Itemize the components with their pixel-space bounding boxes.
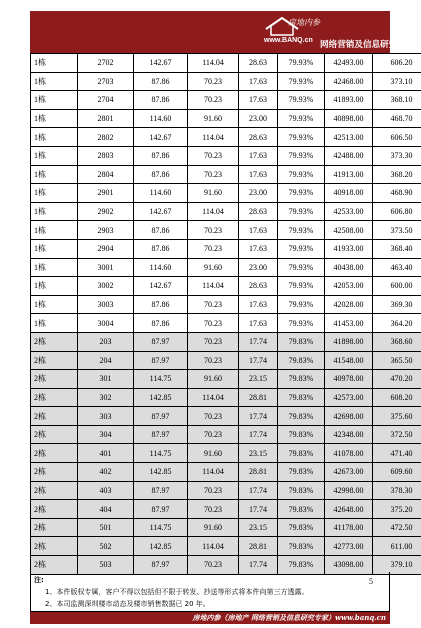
cell-unit: 204	[78, 351, 134, 370]
cell-building: 2栋	[31, 556, 78, 575]
cell-unit: 2702	[78, 54, 134, 73]
cell-shared-area: 17.74	[239, 351, 278, 370]
cell-unit-price: 42488.00	[325, 146, 373, 165]
cell-unit-price: 40898.00	[325, 109, 373, 128]
cell-efficiency: 79.83%	[278, 463, 325, 482]
cell-net-area: 114.04	[188, 202, 239, 221]
cell-total-price: 368.40	[373, 239, 421, 258]
logo-url: www.BANQ.cn	[264, 37, 313, 44]
cell-total-price: 375.20	[373, 500, 421, 519]
cell-net-area: 70.23	[188, 481, 239, 500]
table-row	[31, 239, 421, 258]
cell-efficiency: 79.83%	[278, 351, 325, 370]
table-row	[31, 54, 421, 73]
cell-gross-area: 87.97	[134, 481, 188, 500]
cell-net-area: 70.23	[188, 425, 239, 444]
table-row	[31, 463, 421, 482]
table-body	[31, 54, 421, 575]
table-row	[31, 388, 421, 407]
cell-building: 2栋	[31, 518, 78, 537]
footer-bar	[30, 612, 390, 624]
cell-total-price: 369.30	[373, 295, 421, 314]
note-monitoring: 2、本司监测深圳楼市动态及楼市销售数据已 20 年。	[45, 600, 210, 608]
cell-unit: 302	[78, 388, 134, 407]
cell-efficiency: 79.93%	[278, 165, 325, 184]
cell-efficiency: 79.93%	[278, 239, 325, 258]
table-row	[31, 146, 421, 165]
cell-shared-area: 23.00	[239, 184, 278, 203]
cell-total-price: 373.30	[373, 146, 421, 165]
sales-table	[30, 53, 421, 575]
cell-unit: 304	[78, 425, 134, 444]
cell-building: 1栋	[31, 202, 78, 221]
cell-total-price: 608.20	[373, 388, 421, 407]
cell-building: 2栋	[31, 351, 78, 370]
table-row	[31, 165, 421, 184]
cell-unit: 3004	[78, 314, 134, 333]
cell-shared-area: 17.63	[239, 165, 278, 184]
cell-shared-area: 17.63	[239, 314, 278, 333]
cell-unit: 403	[78, 481, 134, 500]
cell-shared-area: 28.63	[239, 54, 278, 73]
cell-unit: 401	[78, 444, 134, 463]
cell-shared-area: 23.00	[239, 109, 278, 128]
cell-net-area: 114.04	[188, 463, 239, 482]
cell-unit: 3003	[78, 295, 134, 314]
cell-net-area: 70.23	[188, 239, 239, 258]
cell-gross-area: 142.67	[134, 202, 188, 221]
cell-unit: 502	[78, 537, 134, 556]
cell-gross-area: 114.60	[134, 258, 188, 277]
cell-gross-area: 142.85	[134, 537, 188, 556]
table-row	[31, 370, 421, 389]
cell-total-price: 472.50	[373, 518, 421, 537]
cell-efficiency: 79.93%	[278, 128, 325, 147]
cell-unit: 404	[78, 500, 134, 519]
cell-total-price: 372.50	[373, 425, 421, 444]
table-row	[31, 481, 421, 500]
cell-building: 1栋	[31, 295, 78, 314]
cell-shared-area: 23.00	[239, 258, 278, 277]
table-row	[31, 128, 421, 147]
cell-efficiency: 79.93%	[278, 314, 325, 333]
cell-shared-area: 17.63	[239, 239, 278, 258]
cell-building: 2栋	[31, 388, 78, 407]
cell-efficiency: 79.93%	[278, 72, 325, 91]
cell-efficiency: 79.83%	[278, 556, 325, 575]
cell-building: 2栋	[31, 481, 78, 500]
cell-unit-price: 42348.00	[325, 425, 373, 444]
cell-shared-area: 17.74	[239, 481, 278, 500]
cell-gross-area: 87.86	[134, 314, 188, 333]
cell-gross-area: 114.75	[134, 518, 188, 537]
cell-efficiency: 79.93%	[278, 221, 325, 240]
cell-building: 2栋	[31, 444, 78, 463]
cell-gross-area: 142.67	[134, 277, 188, 296]
cell-shared-area: 17.63	[239, 146, 278, 165]
cell-total-price: 606.80	[373, 202, 421, 221]
footer-text: 房地内参（房地产 网络营销及信息研究专家）www.banq.cn	[192, 613, 386, 622]
cell-shared-area: 17.63	[239, 221, 278, 240]
cell-shared-area: 17.74	[239, 425, 278, 444]
cell-net-area: 91.60	[188, 109, 239, 128]
cell-net-area: 70.23	[188, 314, 239, 333]
cell-unit-price: 42573.00	[325, 388, 373, 407]
cell-building: 2栋	[31, 537, 78, 556]
cell-total-price: 368.20	[373, 165, 421, 184]
logo-text: 房地内参	[288, 18, 320, 27]
cell-unit-price: 40978.00	[325, 370, 373, 389]
cell-total-price: 470.20	[373, 370, 421, 389]
cell-net-area: 70.23	[188, 500, 239, 519]
cell-building: 1栋	[31, 54, 78, 73]
cell-gross-area: 87.86	[134, 295, 188, 314]
cell-building: 1栋	[31, 258, 78, 277]
notes-label: 注:	[34, 576, 44, 584]
cell-gross-area: 87.86	[134, 146, 188, 165]
cell-unit-price: 42698.00	[325, 407, 373, 426]
cell-building: 1栋	[31, 221, 78, 240]
cell-unit: 2704	[78, 91, 134, 110]
table-row	[31, 184, 421, 203]
cell-unit-price: 41453.00	[325, 314, 373, 333]
cell-gross-area: 87.97	[134, 556, 188, 575]
cell-gross-area: 87.97	[134, 425, 188, 444]
cell-gross-area: 114.60	[134, 109, 188, 128]
cell-net-area: 70.23	[188, 72, 239, 91]
cell-building: 1栋	[31, 165, 78, 184]
cell-shared-area: 28.81	[239, 388, 278, 407]
cell-net-area: 70.23	[188, 165, 239, 184]
cell-total-price: 468.70	[373, 109, 421, 128]
note-copyright: 1、本件版权专属，客户不得以包括但不限于转发、抄送等形式将本件向第三方透露。	[45, 588, 309, 596]
cell-unit-price: 42998.00	[325, 481, 373, 500]
cell-net-area: 70.23	[188, 146, 239, 165]
cell-gross-area: 114.60	[134, 184, 188, 203]
cell-unit: 2802	[78, 128, 134, 147]
cell-unit: 2902	[78, 202, 134, 221]
cell-unit-price: 42773.00	[325, 537, 373, 556]
cell-total-price: 373.50	[373, 221, 421, 240]
cell-shared-area: 23.15	[239, 518, 278, 537]
table-row	[31, 277, 421, 296]
cell-unit: 2904	[78, 239, 134, 258]
cell-unit: 203	[78, 332, 134, 351]
cell-net-area: 70.23	[188, 351, 239, 370]
cell-net-area: 114.04	[188, 537, 239, 556]
cell-net-area: 70.23	[188, 91, 239, 110]
table-row	[31, 332, 421, 351]
cell-net-area: 91.60	[188, 370, 239, 389]
cell-unit-price: 43098.00	[325, 556, 373, 575]
cell-building: 1栋	[31, 239, 78, 258]
cell-gross-area: 87.97	[134, 351, 188, 370]
cell-net-area: 114.04	[188, 54, 239, 73]
cell-efficiency: 79.83%	[278, 370, 325, 389]
cell-unit-price: 42053.00	[325, 277, 373, 296]
cell-net-area: 91.60	[188, 518, 239, 537]
cell-building: 1栋	[31, 314, 78, 333]
cell-unit: 503	[78, 556, 134, 575]
table-row	[31, 258, 421, 277]
cell-unit: 501	[78, 518, 134, 537]
cell-unit: 402	[78, 463, 134, 482]
cell-gross-area: 114.75	[134, 444, 188, 463]
table-row	[31, 500, 421, 519]
cell-net-area: 91.60	[188, 444, 239, 463]
cell-gross-area: 87.86	[134, 91, 188, 110]
cell-building: 1栋	[31, 91, 78, 110]
cell-efficiency: 79.93%	[278, 277, 325, 296]
cell-net-area: 91.60	[188, 258, 239, 277]
cell-unit-price: 42493.00	[325, 54, 373, 73]
cell-efficiency: 79.83%	[278, 332, 325, 351]
cell-unit: 3002	[78, 277, 134, 296]
cell-gross-area: 87.97	[134, 332, 188, 351]
cell-total-price: 463.40	[373, 258, 421, 277]
cell-total-price: 609.60	[373, 463, 421, 482]
cell-building: 1栋	[31, 146, 78, 165]
cell-building: 2栋	[31, 500, 78, 519]
cell-efficiency: 79.83%	[278, 500, 325, 519]
header-title: 网络营销及信息研究专家	[320, 40, 415, 50]
header-banner	[30, 11, 415, 53]
cell-unit-price: 41933.00	[325, 239, 373, 258]
cell-gross-area: 142.67	[134, 54, 188, 73]
cell-unit: 2804	[78, 165, 134, 184]
cell-shared-area: 17.63	[239, 295, 278, 314]
cell-building: 2栋	[31, 463, 78, 482]
cell-unit-price: 40438.00	[325, 258, 373, 277]
cell-unit-price: 41898.00	[325, 332, 373, 351]
table-row	[31, 351, 421, 370]
cell-shared-area: 17.74	[239, 407, 278, 426]
cell-unit-price: 41893.00	[325, 91, 373, 110]
cell-net-area: 114.04	[188, 128, 239, 147]
table-row	[31, 444, 421, 463]
cell-gross-area: 114.75	[134, 370, 188, 389]
cell-gross-area: 87.86	[134, 221, 188, 240]
cell-building: 1栋	[31, 72, 78, 91]
table-row	[31, 109, 421, 128]
cell-shared-area: 17.74	[239, 332, 278, 351]
cell-building: 1栋	[31, 128, 78, 147]
cell-gross-area: 142.85	[134, 388, 188, 407]
cell-total-price: 375.60	[373, 407, 421, 426]
cell-unit-price: 42508.00	[325, 221, 373, 240]
cell-gross-area: 87.86	[134, 165, 188, 184]
cell-total-price: 365.50	[373, 351, 421, 370]
cell-unit-price: 41548.00	[325, 351, 373, 370]
cell-net-area: 70.23	[188, 332, 239, 351]
cell-unit: 2803	[78, 146, 134, 165]
cell-unit-price: 42673.00	[325, 463, 373, 482]
table-row	[31, 295, 421, 314]
cell-efficiency: 79.93%	[278, 91, 325, 110]
cell-net-area: 114.04	[188, 277, 239, 296]
cell-unit-price: 40918.00	[325, 184, 373, 203]
cell-unit: 2903	[78, 221, 134, 240]
cell-efficiency: 79.83%	[278, 388, 325, 407]
cell-building: 2栋	[31, 407, 78, 426]
cell-shared-area: 23.15	[239, 444, 278, 463]
cell-efficiency: 79.93%	[278, 109, 325, 128]
cell-total-price: 606.20	[373, 54, 421, 73]
cell-shared-area: 17.63	[239, 72, 278, 91]
cell-net-area: 70.23	[188, 407, 239, 426]
table-row	[31, 537, 421, 556]
cell-unit: 301	[78, 370, 134, 389]
cell-total-price: 611.00	[373, 537, 421, 556]
cell-unit-price: 42468.00	[325, 72, 373, 91]
cell-shared-area: 28.63	[239, 128, 278, 147]
cell-shared-area: 17.74	[239, 556, 278, 575]
cell-unit: 2801	[78, 109, 134, 128]
cell-gross-area: 87.97	[134, 407, 188, 426]
cell-building: 2栋	[31, 370, 78, 389]
table-row	[31, 202, 421, 221]
cell-efficiency: 79.83%	[278, 481, 325, 500]
cell-gross-area: 87.86	[134, 239, 188, 258]
table-row	[31, 407, 421, 426]
cell-efficiency: 79.93%	[278, 146, 325, 165]
cell-shared-area: 28.63	[239, 277, 278, 296]
cell-net-area: 70.23	[188, 556, 239, 575]
cell-gross-area: 87.97	[134, 500, 188, 519]
cell-total-price: 606.50	[373, 128, 421, 147]
cell-efficiency: 79.93%	[278, 54, 325, 73]
cell-unit-price: 42028.00	[325, 295, 373, 314]
cell-shared-area: 28.63	[239, 202, 278, 221]
cell-total-price: 468.90	[373, 184, 421, 203]
cell-efficiency: 79.93%	[278, 184, 325, 203]
cell-building: 2栋	[31, 332, 78, 351]
cell-efficiency: 79.93%	[278, 202, 325, 221]
cell-efficiency: 79.83%	[278, 425, 325, 444]
cell-building: 2栋	[31, 425, 78, 444]
cell-unit: 2901	[78, 184, 134, 203]
cell-unit-price: 41913.00	[325, 165, 373, 184]
cell-total-price: 600.00	[373, 277, 421, 296]
cell-unit: 303	[78, 407, 134, 426]
cell-total-price: 368.10	[373, 91, 421, 110]
table-row	[31, 314, 421, 333]
page-number: 5	[369, 577, 373, 586]
cell-shared-area: 17.74	[239, 500, 278, 519]
cell-unit-price: 42533.00	[325, 202, 373, 221]
cell-net-area: 70.23	[188, 221, 239, 240]
cell-shared-area: 28.81	[239, 463, 278, 482]
cell-shared-area: 23.15	[239, 370, 278, 389]
cell-total-price: 471.40	[373, 444, 421, 463]
cell-total-price: 373.10	[373, 72, 421, 91]
cell-efficiency: 79.83%	[278, 518, 325, 537]
cell-unit-price: 42513.00	[325, 128, 373, 147]
cell-efficiency: 79.93%	[278, 295, 325, 314]
cell-net-area: 114.04	[188, 388, 239, 407]
cell-unit: 2703	[78, 72, 134, 91]
cell-shared-area: 28.81	[239, 537, 278, 556]
cell-total-price: 378.30	[373, 481, 421, 500]
table-row	[31, 72, 421, 91]
cell-net-area: 91.60	[188, 184, 239, 203]
table-row	[31, 425, 421, 444]
cell-total-price: 379.10	[373, 556, 421, 575]
notes-box	[30, 572, 390, 612]
cell-efficiency: 79.93%	[278, 258, 325, 277]
cell-unit: 3001	[78, 258, 134, 277]
cell-unit-price: 42648.00	[325, 500, 373, 519]
cell-shared-area: 17.63	[239, 91, 278, 110]
cell-net-area: 70.23	[188, 295, 239, 314]
cell-gross-area: 87.86	[134, 72, 188, 91]
cell-gross-area: 142.67	[134, 128, 188, 147]
cell-efficiency: 79.83%	[278, 444, 325, 463]
table-row	[31, 221, 421, 240]
cell-building: 1栋	[31, 277, 78, 296]
cell-unit-price: 41078.00	[325, 444, 373, 463]
cell-total-price: 368.60	[373, 332, 421, 351]
cell-unit-price: 41178.00	[325, 518, 373, 537]
cell-gross-area: 142.85	[134, 463, 188, 482]
cell-efficiency: 79.83%	[278, 407, 325, 426]
cell-building: 1栋	[31, 109, 78, 128]
table-row	[31, 518, 421, 537]
table-row	[31, 91, 421, 110]
cell-building: 1栋	[31, 184, 78, 203]
cell-total-price: 364.20	[373, 314, 421, 333]
cell-efficiency: 79.83%	[278, 537, 325, 556]
